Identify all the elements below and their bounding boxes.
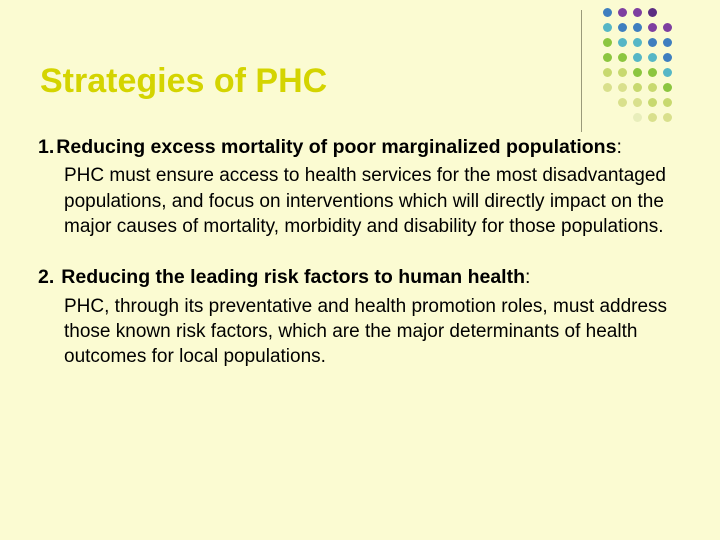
decoration-dot — [603, 53, 612, 62]
decoration-dot — [618, 68, 627, 77]
decoration-dot — [633, 8, 642, 17]
decoration-dot — [648, 113, 657, 122]
decoration-dot — [603, 23, 612, 32]
list-item — [38, 265, 688, 369]
decoration-dot — [633, 68, 642, 77]
list-item-heading-text — [61, 265, 688, 289]
decoration-dot — [618, 8, 627, 17]
list-item-heading — [38, 135, 688, 159]
decoration-dot — [648, 98, 657, 107]
decoration-dot — [648, 83, 657, 92]
decoration-dot — [663, 38, 672, 47]
slide-body — [38, 135, 688, 387]
decoration-dot — [633, 53, 642, 62]
list-item — [38, 135, 688, 239]
decoration-dot — [648, 23, 657, 32]
list-item-heading — [38, 265, 688, 289]
decoration-dot — [663, 113, 672, 122]
list-item-body: PHC, through its preventative and health promotion roles, must address those known risk factors, which are the major determinants of health outcomes for local populations. — [64, 295, 668, 368]
heading-text: Reducing excess mortality of poor marginalized populations — [56, 136, 617, 158]
decoration-dot — [618, 38, 627, 47]
list-item-number: 2. — [38, 266, 55, 289]
decoration-dot — [618, 98, 627, 107]
heading-colon: : — [525, 266, 531, 289]
decoration-dot — [603, 83, 612, 92]
decoration-dot — [633, 23, 642, 32]
decoration-dot — [618, 83, 627, 92]
decoration-dot — [633, 113, 642, 122]
decoration-dot — [648, 8, 657, 17]
decoration-dot — [603, 8, 612, 17]
decoration-dot — [618, 23, 627, 32]
heading-colon: : — [616, 136, 622, 158]
header-divider — [581, 10, 582, 132]
decoration-dot — [663, 68, 672, 77]
decoration-dot — [663, 23, 672, 32]
decoration-dot — [663, 98, 672, 107]
decoration-dot — [633, 98, 642, 107]
list-item-number: 1. — [38, 136, 55, 158]
decoration-dot — [633, 38, 642, 47]
heading-text: Reducing the leading risk factors to human health — [61, 266, 525, 289]
decoration-dot — [663, 83, 672, 92]
list-item-body: PHC must ensure access to health services for the most disadvantaged populations, and focus on interventions which will directly impact on the major causes of mortality, morbidity and disability for those populations. — [64, 165, 666, 237]
decoration-dot — [618, 53, 627, 62]
decoration-dot — [648, 53, 657, 62]
page-title: Strategies of PHC — [40, 62, 328, 100]
dot-grid-logo — [603, 8, 698, 118]
decoration-dot — [648, 38, 657, 47]
decoration-dot — [603, 68, 612, 77]
decoration-dot — [603, 38, 612, 47]
list-item-heading-text — [56, 135, 688, 159]
decoration-dot — [648, 68, 657, 77]
decoration-dot — [663, 53, 672, 62]
decoration-dot — [633, 83, 642, 92]
